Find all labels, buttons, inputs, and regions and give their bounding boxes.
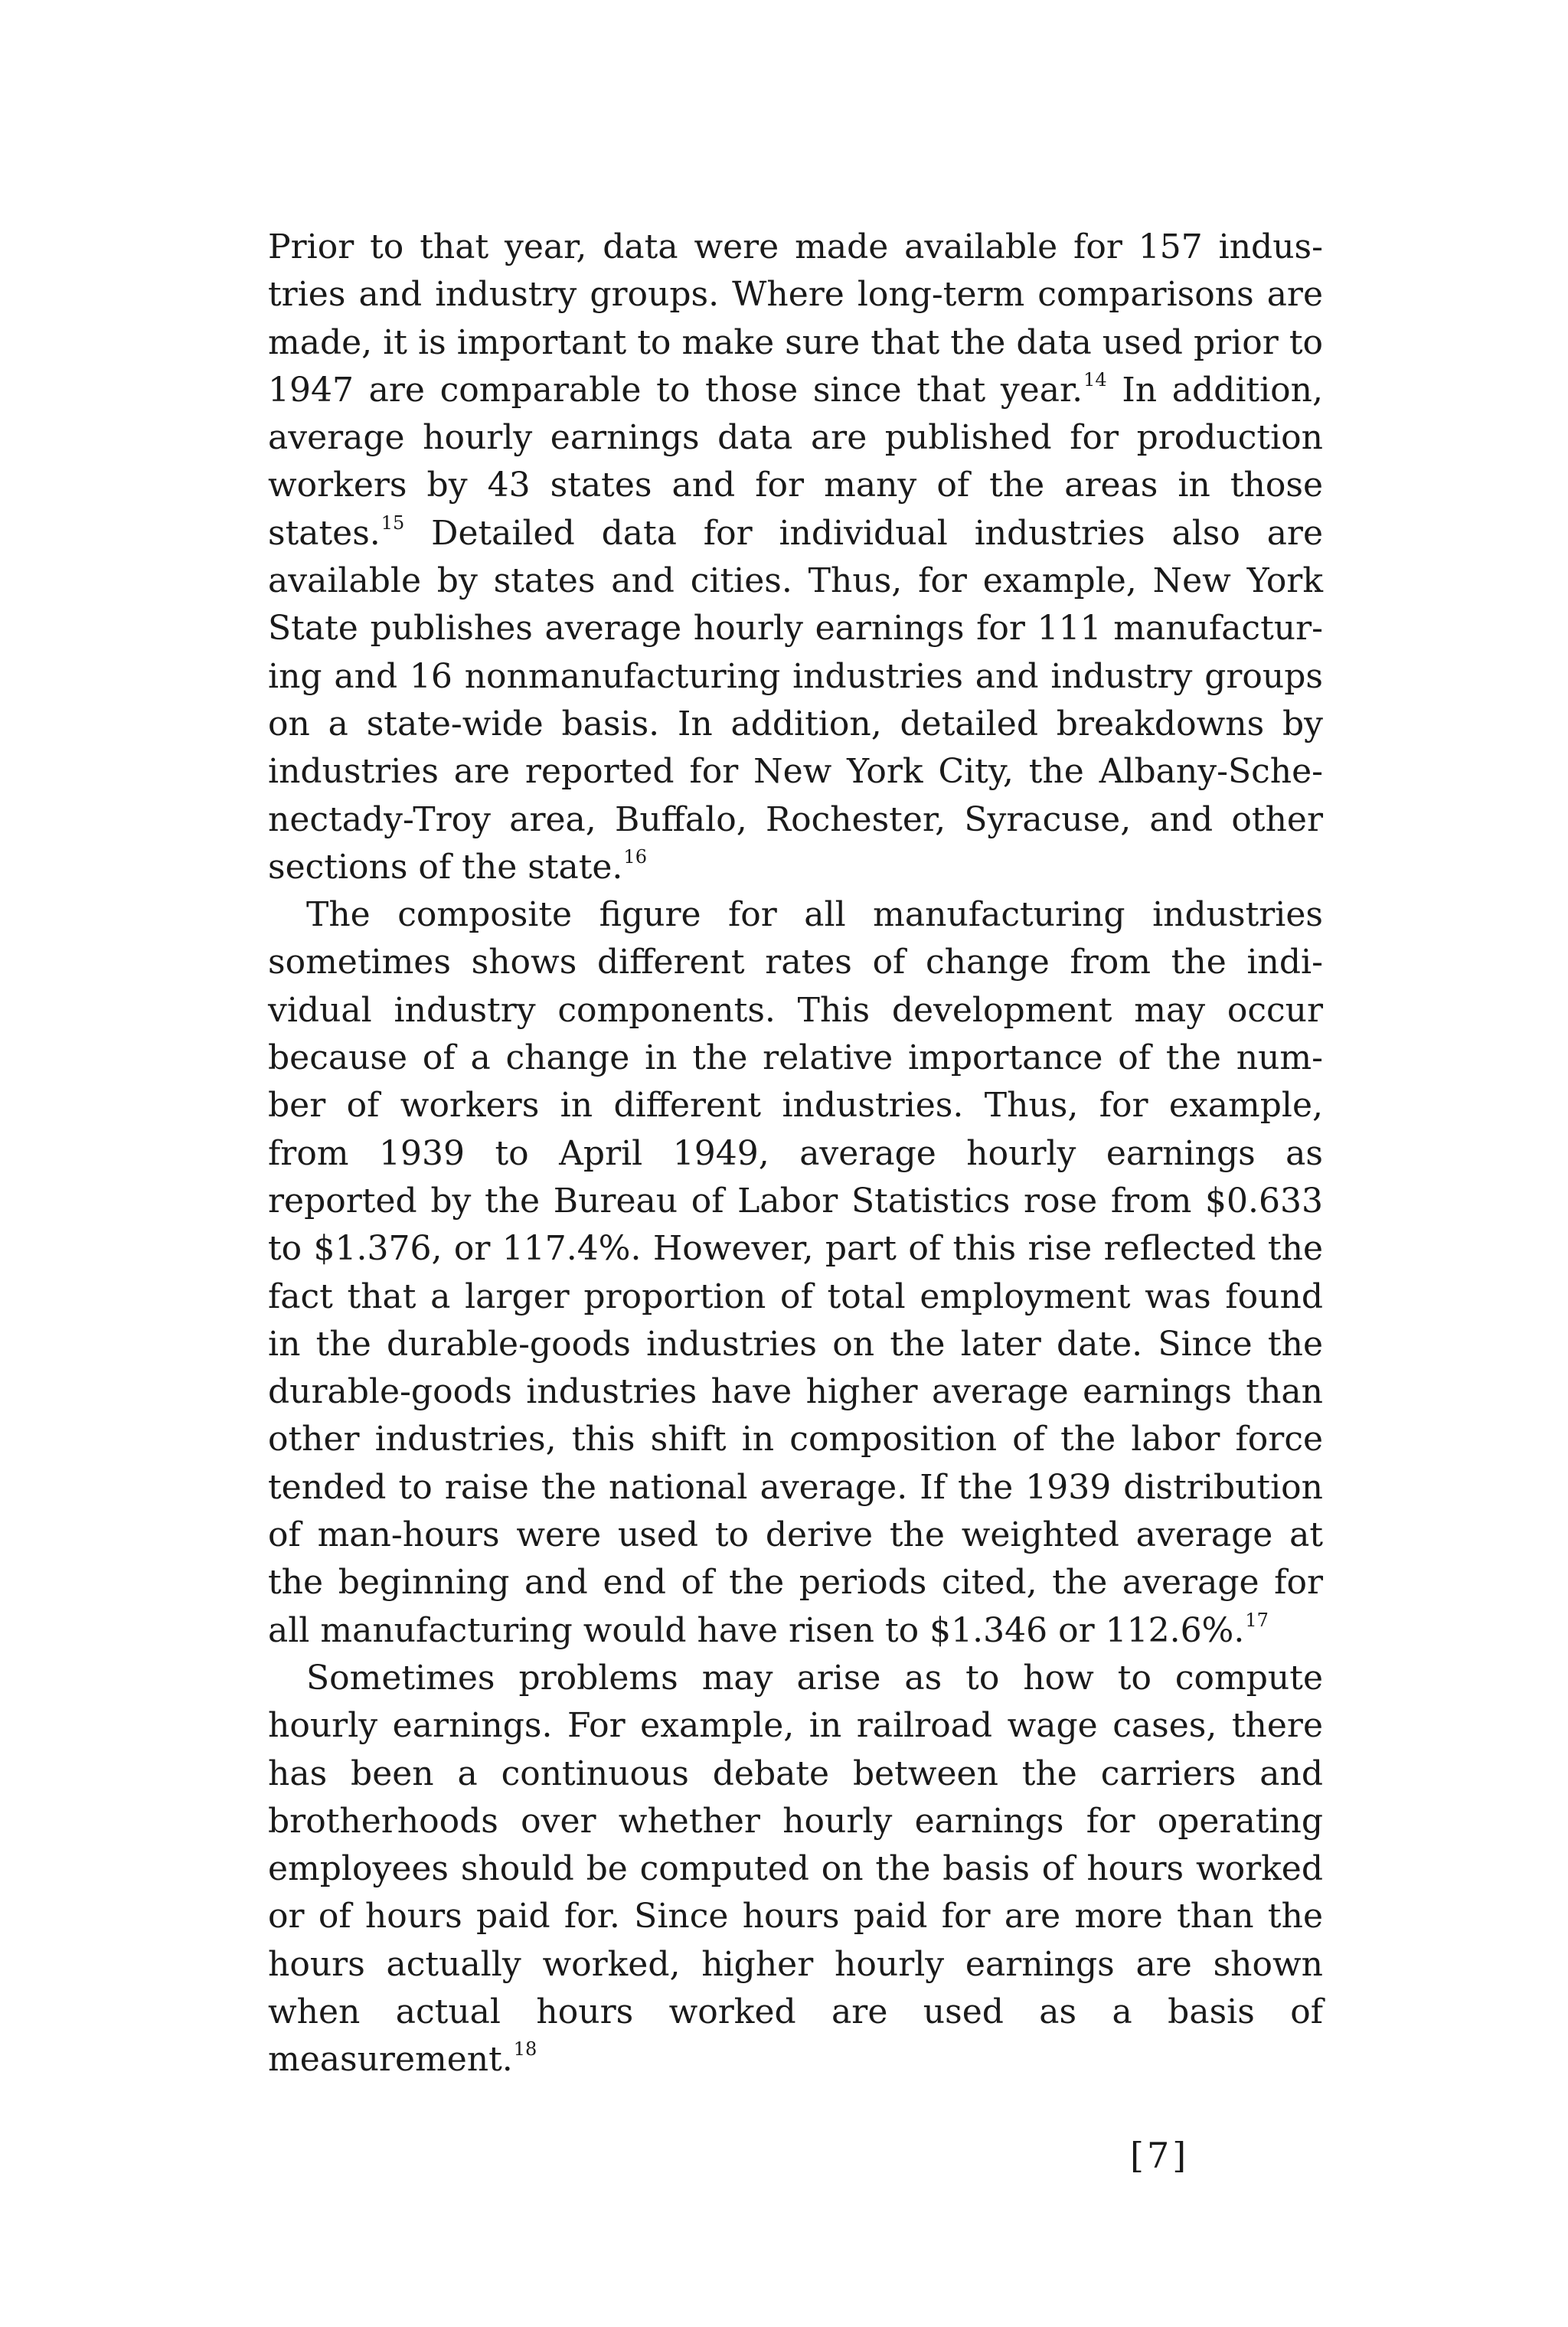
footnote-ref-15: 15	[381, 511, 405, 534]
paragraph-p3	[268, 1655, 1323, 2084]
body-text: The composite figure for all manufacturing industries sometimes shows different rates of change from the individual industry components. This development may occur because of a change in the relative importance of the number of workers in different industries. Thus, for example, from 1939 to April 1949, average hourly earnings as reported by the Bureau of Labor Statistics rose from $0.633 to $1.376, or 117.4%. However, part of this rise reflected the fact that a larger proportion of total employment was found in the durable-goods industries on the later date. Since the durable-goods industries have higher average earnings than other industries, this shift in composition of the labor force tended to raise the national average. If the 1939 distribution of man-hours were used to derive the weighted average at the beginning and end of the periods cited, the average for all manufacturing would have risen to $1.346 or 112.6%.	[268, 895, 1323, 1650]
page-body	[268, 224, 1323, 2084]
body-text: Detailed data for individual industries also are available by states and cities. Thus, for example, New York State publishes average hourly earnings for 111 manufacturing and 16 nonmanufacturing industries and industry groups on a state-wide basis. In addition, detailed breakdowns by industries are reported for New York City, the Albany-Schenectady-Troy area, Buffalo, Rochester, Syracuse, and other sections of the state.	[268, 513, 1323, 887]
body-text: Sometimes problems may arise as to how to compute hourly earnings. For example, in railroad wage cases, there has been a continuous debate between the carriers and brotherhoods over whether hourly earnings for operating employees should be computed on the basis of hours worked or of hours paid for. Since hours paid for are more than the hours actually worked, higher hourly earnings are shown when actual hours worked are used as a basis of measurement.	[268, 1658, 1323, 2080]
body-text: Prior to that year, data were made available for 157 industries and industry groups. Where long-term comparisons are made, it is important to make sure that the data used prior to 1947 are comparable to those since that year.	[268, 227, 1323, 410]
footnote-ref-14: 14	[1083, 368, 1107, 391]
footnote-ref-18: 18	[513, 2038, 537, 2061]
page-number: [7]	[1130, 2135, 1190, 2176]
footnote-ref-17: 17	[1245, 1609, 1269, 1631]
paragraph-p1	[268, 224, 1323, 891]
footnote-ref-16: 16	[623, 845, 647, 868]
body-text: In addition, average hourly earnings data are published for production workers by 43 states and for many of the areas in those states.	[268, 370, 1323, 553]
paragraph-p2	[268, 891, 1323, 1655]
